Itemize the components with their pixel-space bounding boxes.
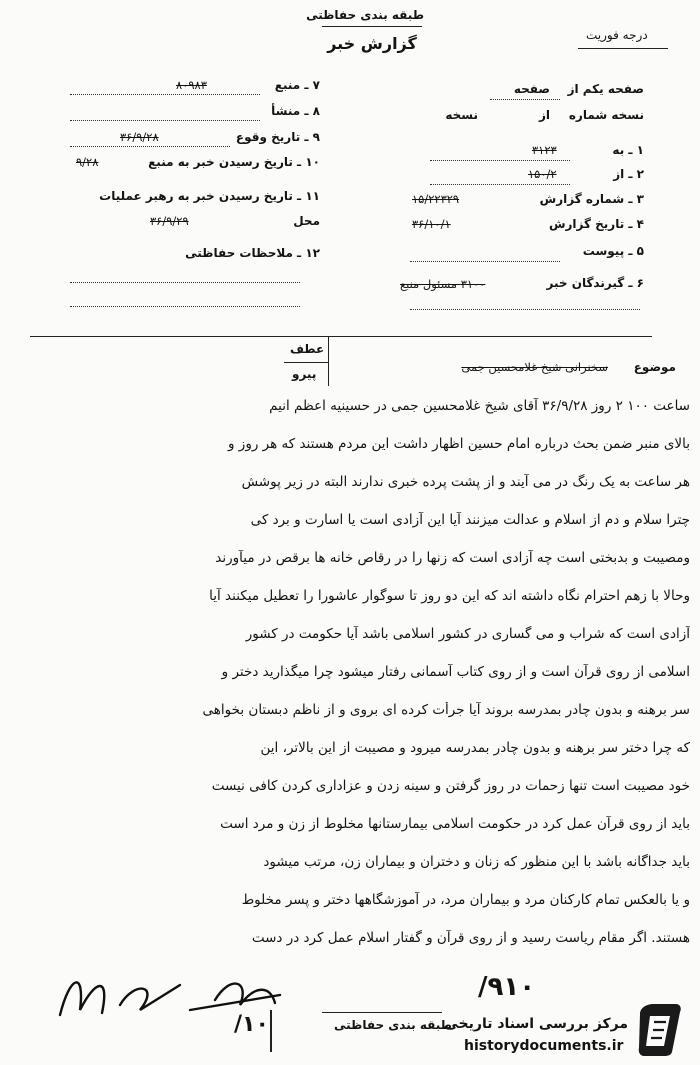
stamp-classification-label: طبقه بندی حفاظتی	[334, 1018, 452, 1032]
watermark-url[interactable]: historydocuments.ir	[464, 1038, 624, 1054]
recipients-line	[410, 309, 640, 310]
watermark-logo-icon	[632, 1000, 684, 1058]
form-grade-label: درجه فوریت	[586, 28, 648, 42]
field-received-leader-value: ۳۶/۹/۲۹	[150, 214, 189, 228]
subject-label: موضوع	[633, 360, 676, 374]
field-place-label: محل	[293, 214, 320, 228]
body-line: که چرا دختر سر برهنه و بدون چادر بمدرسه میرود و مصیبت از این بالاتر، این	[260, 740, 690, 756]
field-received-leader-label: ۱۱ ـ تاریخ رسیدن خبر به رهبر عملیات	[99, 189, 320, 203]
field-origin-line	[70, 120, 260, 121]
field-report-number-label: ۳ ـ شماره گزارش	[539, 192, 644, 206]
field-report-number-value: ۱۵/۲۲۳۲۹	[412, 192, 460, 206]
field-source-label: ۷ ـ منبع	[274, 78, 320, 92]
body-line: ساعت ۱۰۰ ۲ روز ۳۶/۹/۲۸ آقای شیخ غلامحسین جمی در حسینیه اعظم انیم	[269, 398, 690, 414]
field-from-line	[430, 184, 570, 185]
field-report-date-label: ۴ ـ تاریخ گزارش	[548, 217, 644, 231]
watermark-org-name: مرکز بررسی اسناد تاریخی	[444, 1016, 628, 1032]
field-to-line	[430, 160, 570, 161]
body-line: آزادی است که شراب و می گساری در کشور اسلامی باشد آیا حکومت در کشور	[245, 626, 690, 642]
body-line: باید از روی قرآن عمل کرد در حکومت اسلامی بیمارستانها مخلوط از زن و مرد است	[220, 816, 690, 832]
body-line: سر برهنه و بدون چادر بمدرسه بروند آیا جرأت کرده ای بروی و از ناظم دبستان بخواهی	[202, 702, 690, 718]
report-title: گزارش خبر	[327, 34, 417, 53]
field-occurrence-date-value: ۳۶/۹/۲۸	[120, 130, 159, 144]
copy-label-2: نسخه	[445, 108, 478, 122]
copy-from-label: از	[538, 108, 550, 122]
notes-line-2	[70, 306, 300, 307]
field-occurrence-date-label: ۹ ـ تاریخ وقوع	[235, 130, 320, 144]
field-to-label: ۱ ـ به	[612, 143, 644, 157]
stamp-rule	[322, 1012, 442, 1013]
body-line: اسلامی از روی قرآن است و از روی کتاب آسمانی رفتار میشود چرا میگذارید دختر و	[221, 664, 690, 680]
field-recipients-label: ۶ ـ گیرندگان خبر	[546, 276, 644, 290]
page-line	[490, 99, 560, 100]
reference-label: عطف	[290, 342, 325, 356]
body-line: چترا سلام و دم از اسلام و عدالت میزنند آیا این آزادی است یا اسارت و برد کی	[250, 512, 690, 528]
field-source-line	[70, 94, 260, 95]
stamp-box-left	[270, 1010, 272, 1052]
body-line: و یا بالعکس تمام کارکنان مرد و بیماران مرد، در آموزشگاهها دختر و پسر مخلوط	[241, 892, 690, 908]
field-origin-label: ۸ ـ منشأ	[271, 104, 320, 118]
form-grade-underline	[578, 48, 668, 49]
page-label-2: صفحه	[513, 82, 550, 96]
field-security-notes-label: ۱۲ ـ ملاحظات حفاظتی	[185, 246, 320, 260]
body-line: بالای منبر ضمن بحث درباره امام حسین اظهار داشت این مردم هستند که هر روز و	[227, 436, 690, 452]
field-attachment-label: ۵ ـ پیوست	[582, 244, 644, 258]
body-line: وحالا با زهم احترام نگاه داشته اند که این دو روز تا سوگوار عاشورا را تعطیل میکنند آیا	[209, 588, 690, 604]
subject-value: سخنرانی شیخ غلامحسین جمی	[461, 360, 608, 374]
field-attachment-line	[410, 261, 560, 262]
classification-label: طبقه بندی حفاظتی	[306, 8, 424, 22]
field-to-value: ۳۱۲۳	[532, 143, 557, 157]
body-line: ومصیبت و بدبختی است چه آزادی است که زنها را در رقاص خانه ها برقص در میآورند	[215, 550, 690, 566]
classification-underline	[322, 26, 422, 27]
stamp-number: ۱۰/	[234, 1012, 269, 1037]
subject-divider	[328, 336, 329, 386]
field-received-source-value: ۹/۲۸	[76, 155, 99, 169]
body-line: هستند. اگر مقام ریاست رسید و از روی قرآن و گفتار اسلام عمل کرد در دست	[251, 930, 690, 946]
reference-rule	[284, 362, 328, 363]
handwritten-signatures	[40, 965, 320, 1025]
subject-top-rule	[30, 336, 652, 337]
body-line: خود مصیبت است تنها زحمات در روز گرفتن و سینه زدن و عزاداری کردن کافی نیست	[211, 778, 690, 794]
field-report-date-value: ۳۶/۱۰/۱	[412, 217, 451, 231]
field-received-source-label: ۱۰ ـ تاریخ رسیدن خبر به منبع	[148, 155, 320, 169]
field-recipients-value: ۳۱۰۰ مسئول منبع	[400, 277, 486, 291]
notes-line-1	[70, 282, 300, 283]
body-line: هر ساعت به یک رنگ در می آیند و از پشت پرده خبری ندارند البته در زیر پوشش	[241, 474, 690, 490]
page-label: صفحه یکم از	[567, 82, 644, 96]
handwritten-number: ۹۱۰/	[478, 972, 536, 1002]
copy-number-label: نسخه شماره	[568, 108, 644, 122]
field-from-label: ۲ ـ از	[613, 167, 644, 181]
field-from-value: ۱۵۰/۲	[528, 167, 557, 181]
field-source-value: ۸۰۹۸۳	[176, 78, 207, 92]
body-line: باید جداگانه باشد با این منظور که زنان و دختران و بیماران زن، مرتب میشود	[263, 854, 690, 870]
follow-label: پیرو	[292, 367, 317, 381]
field-occurrence-line	[70, 146, 230, 147]
